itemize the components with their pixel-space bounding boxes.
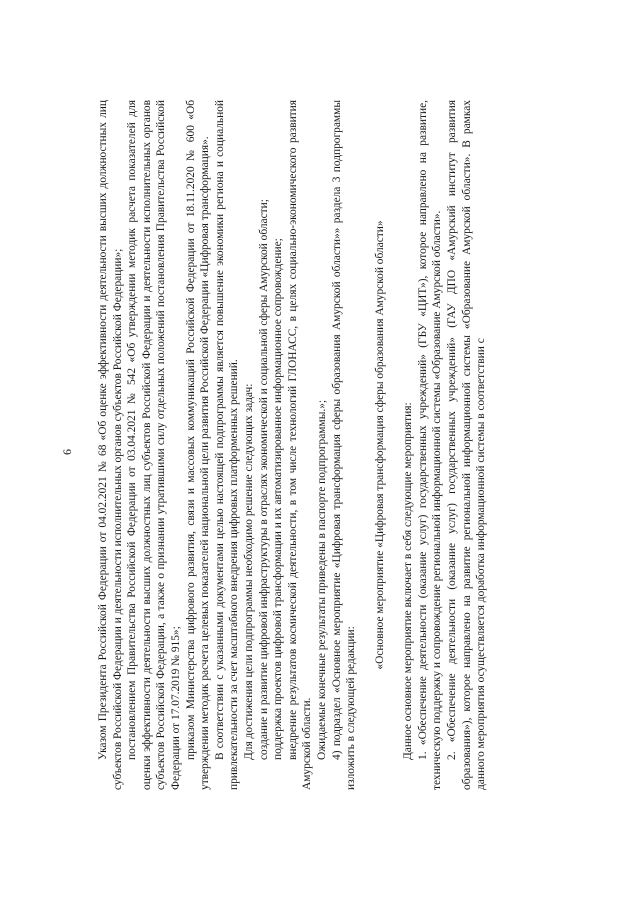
paragraph-measures-intro: Данное основное мероприятие включает в себя следующие мероприятия: (402, 402, 415, 760)
paragraph-task-glonass: внедрение результатов космической деятельности, в том числе технологий ГЛОНАСС, в целях социально-экономического развития Амурской области. (286, 100, 314, 790)
paragraph-ministry-order: приказом Министерства цифрового развития, связи и массовых коммуникаций Российской Федерации от 18.11.2020 № 600 «Об утверждении методик расчета целевых показателей национальной цели развития Российской Федерации «Цифровая трансформация». (184, 100, 212, 790)
paragraph-expected-results: Ожидаемые конечные результаты приведены в паспорте подпрограммы.»; (315, 399, 328, 760)
document-body (96, 100, 489, 790)
paragraph-amendment-4: 4) подраздел «Основное мероприятие «Цифровая трансформация сферы образования Амурской области»» раздела 3 подпрограммы изложить в следующей редакции: (330, 100, 358, 790)
page-number: 6 (60, 449, 74, 455)
section-heading: «Основное мероприятие «Цифровая трансформация сферы образования Амурской области» (373, 220, 386, 670)
paragraph-measure-1: 1. «Обеспечение деятельности (оказание услуг) государственных учреждений» (ГБУ «ЦИТ»), которое направлено на развитие, техническую поддержку и сопровождение региональной информационной системы «Образование Амурской области». (416, 100, 444, 790)
paragraph-task-support: поддержка проектов цифровой трансформации и их автоматизированное информационное сопровождение; (272, 238, 285, 760)
paragraph-tasks-intro: Для достижения цели подпрограммы необходимо решение следующих задач: (242, 383, 255, 760)
paragraph-presidential-decree: Указом Президента Российской Федерации от 04.02.2021 № 68 «Об оценке эффективности деятельности высших должностных лиц субъектов Российской Федерации и деятельности исполнительных органов субъектов Российской Федерации»; (97, 100, 124, 790)
paragraph-measure-2: 2. «Обеспечение деятельности (оказание услуг) государственных учреждений» (ГАУ ДПО «Амурский институт развития образования»), которое направлено на развитие региональной информационной системы «Образование Амурской области». В рамках данного мероприятия осуществляется доработка информационной системы в соответствии с (446, 100, 488, 790)
paragraph-task-infrastructure: создание и развитие цифровой инфраструктуры в отраслях экономической и социальной сферы Амурской области; (257, 199, 270, 760)
paragraph-subprogram-goal: В соответствии с указанными документами целью настоящей подпрограммы является повышение экономики региона и социальной привлекательности за счет масштабного внедрения цифровых платформенных решений. (213, 100, 241, 790)
paragraph-government-resolution: постановлением Правительства Российской Федерации от 03.04.2021 № 542 «Об утверждении методик расчета показателей для оценки эффективности деятельности высших должностных лиц субъектов Российской Федерации и деятельности исполнительных органов субъектов Российской Федерации, а также о признании утратившими силу отдельных положений постановления Правительства Российской Федерации от 17.07.2019 № 915»; (126, 100, 182, 790)
